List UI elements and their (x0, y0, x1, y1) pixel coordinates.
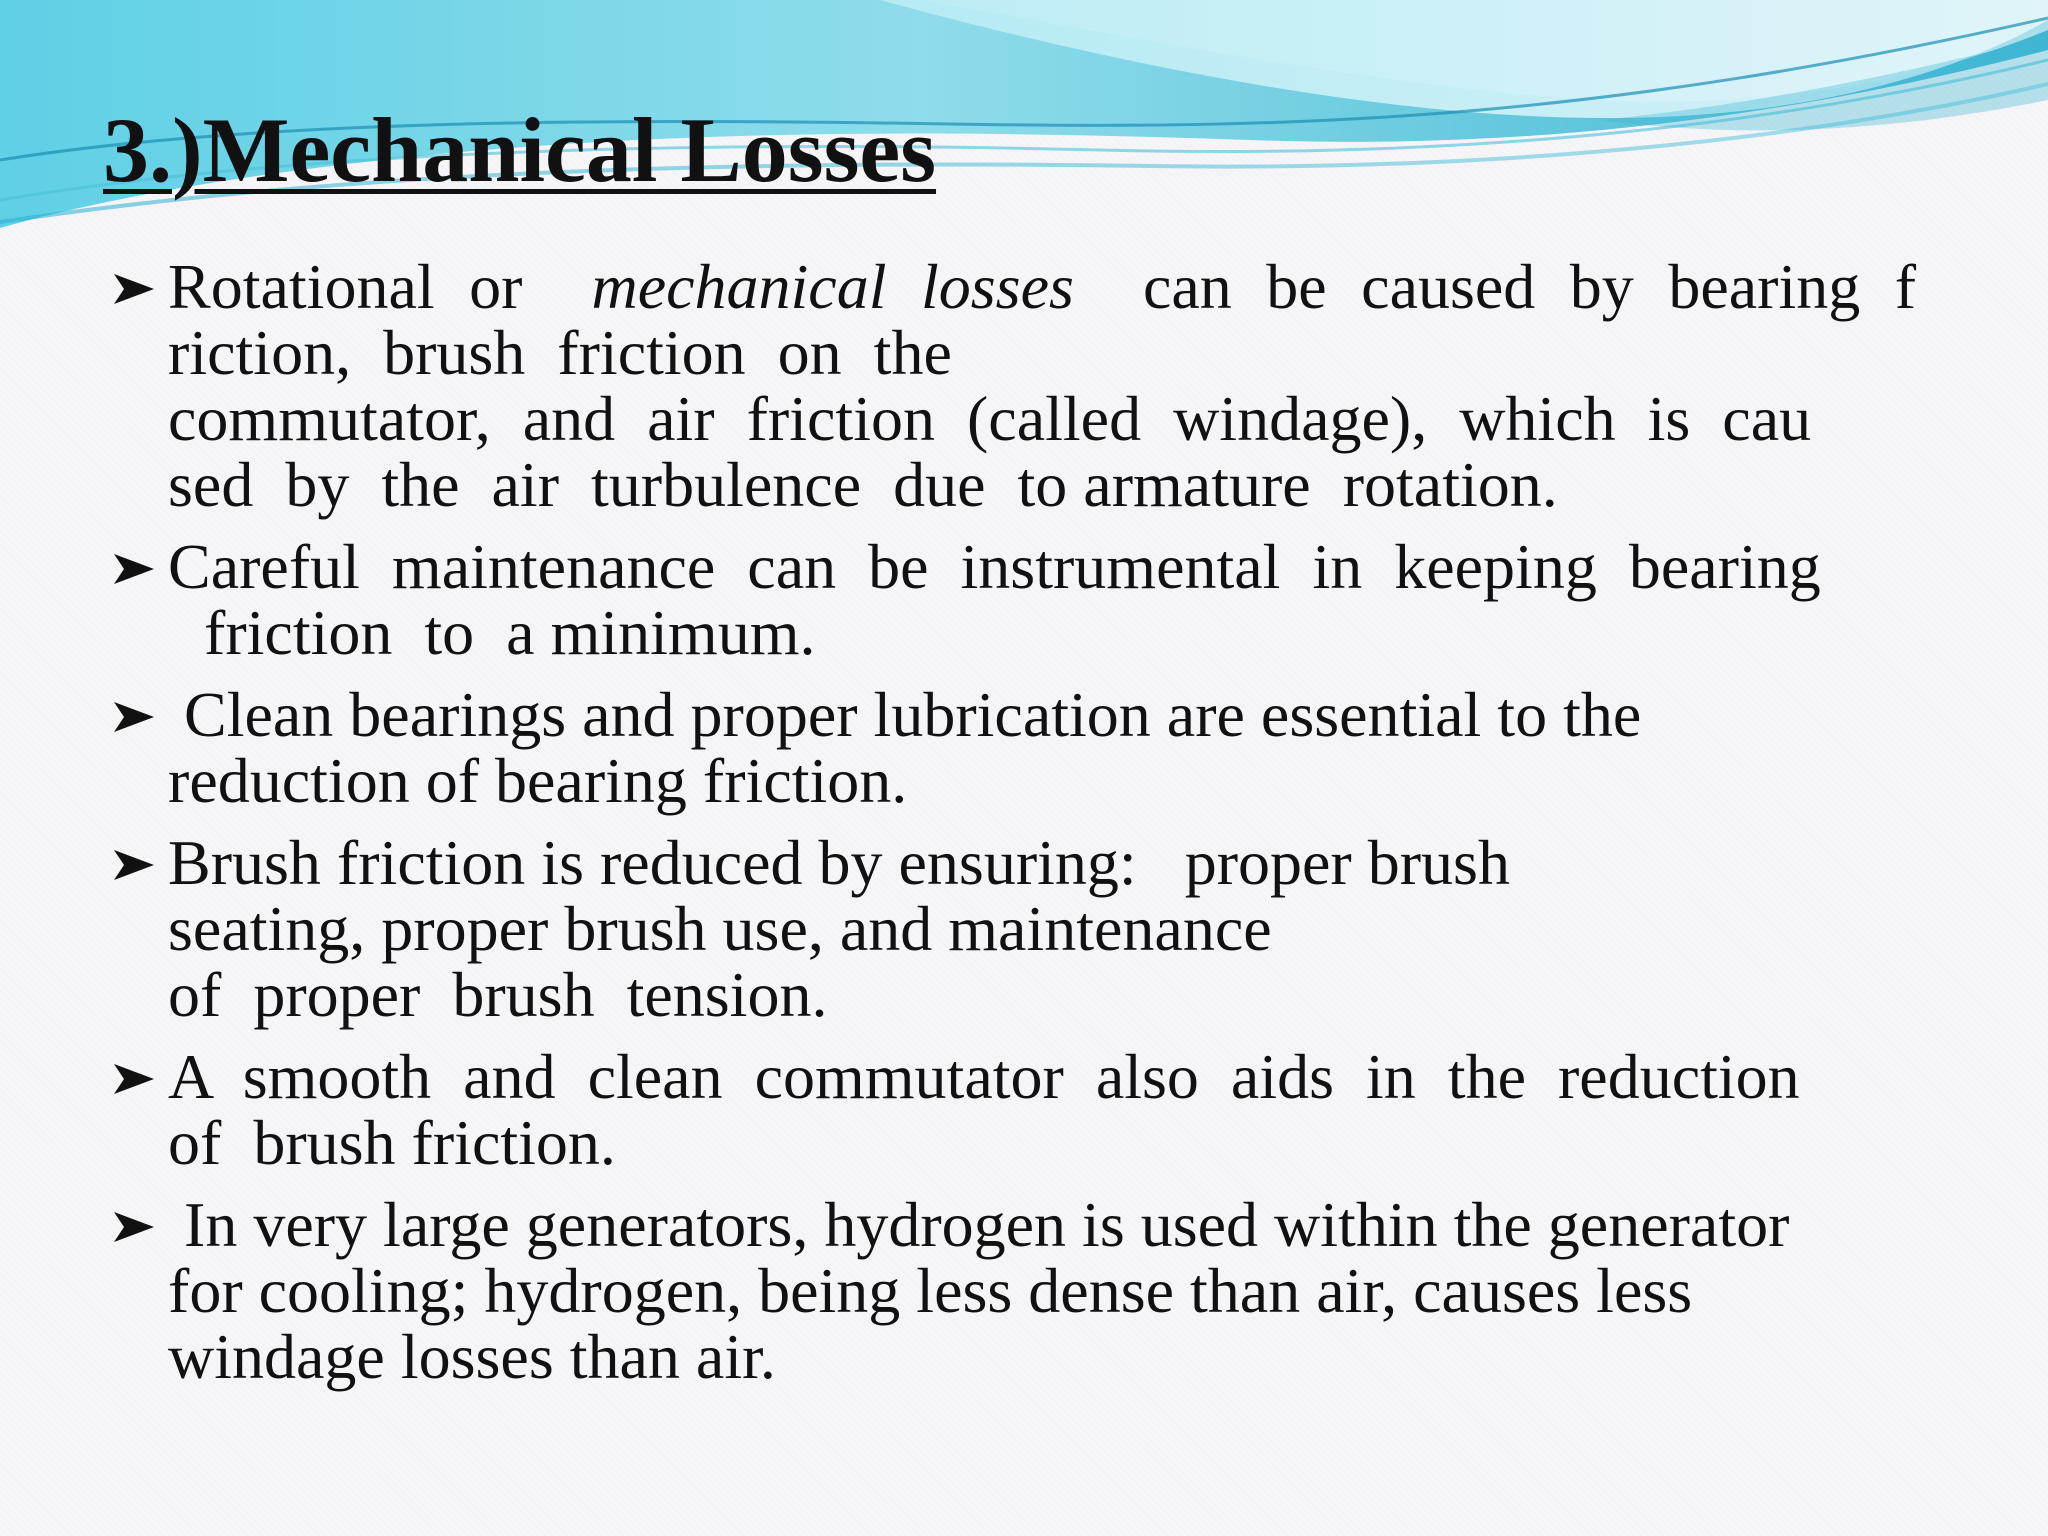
bullet-line: riction, brush friction on the (168, 317, 952, 388)
arrow-bullet-icon (106, 1192, 168, 1258)
bullet-item (106, 251, 1936, 520)
bullet-item (106, 1189, 1936, 1392)
arrow-bullet-icon (106, 254, 168, 320)
bullet-line: Careful maintenance can be instrumental in keeping bearing (168, 531, 1821, 602)
bullet-item (106, 679, 1936, 816)
slide-title: 3.)Mechanical Losses (103, 99, 937, 201)
bullet-item (106, 1041, 1936, 1178)
bullet-line: for cooling; hydrogen, being less dense than air, causes less (168, 1255, 1693, 1326)
bullet-line: of proper brush tension. (168, 959, 828, 1030)
bullet-text (168, 531, 1936, 668)
bullet-line: Brush friction is reduced by ensuring: proper brush (168, 827, 1510, 898)
bullet-item (106, 827, 1936, 1030)
bullet-line: friction to a minimum. (204, 597, 816, 668)
bullet-text-post: can be caused by bearing f (1142, 251, 1917, 322)
bullet-line: sed by the air turbulence due to armature rotation. (168, 449, 1558, 520)
arrow-bullet-icon (106, 1044, 168, 1110)
arrow-bullet-icon (106, 534, 168, 600)
bullet-item (106, 531, 1936, 668)
bullet-line: Clean bearings and proper lubrication are essential to the (168, 679, 1642, 750)
bullet-text (168, 251, 1936, 520)
bullet-text (168, 1189, 1936, 1392)
bullet-line (168, 251, 1917, 322)
emphasis-text: mechanical losses (591, 251, 1074, 322)
bullet-list (106, 251, 1936, 1392)
bullet-line: reduction of bearing friction. (168, 745, 908, 816)
bullet-text-pre: Rotational or (168, 251, 523, 322)
bullet-text (168, 679, 1936, 816)
bullet-text (168, 827, 1936, 1030)
bullet-text (168, 1041, 1936, 1178)
bullet-line: A smooth and clean commutator also aids in the reduction (168, 1041, 1800, 1112)
bullet-line: windage losses than air. (168, 1321, 776, 1392)
bullet-line: commutator, and air friction (called windage), which is cau (168, 383, 1812, 454)
arrow-bullet-icon (106, 682, 168, 748)
arrow-bullet-icon (106, 830, 168, 896)
bullet-line: seating, proper brush use, and maintenance (168, 893, 1272, 964)
bullet-line: of brush friction. (168, 1107, 616, 1178)
bullet-line: In very large generators, hydrogen is used within the generator (168, 1189, 1790, 1260)
